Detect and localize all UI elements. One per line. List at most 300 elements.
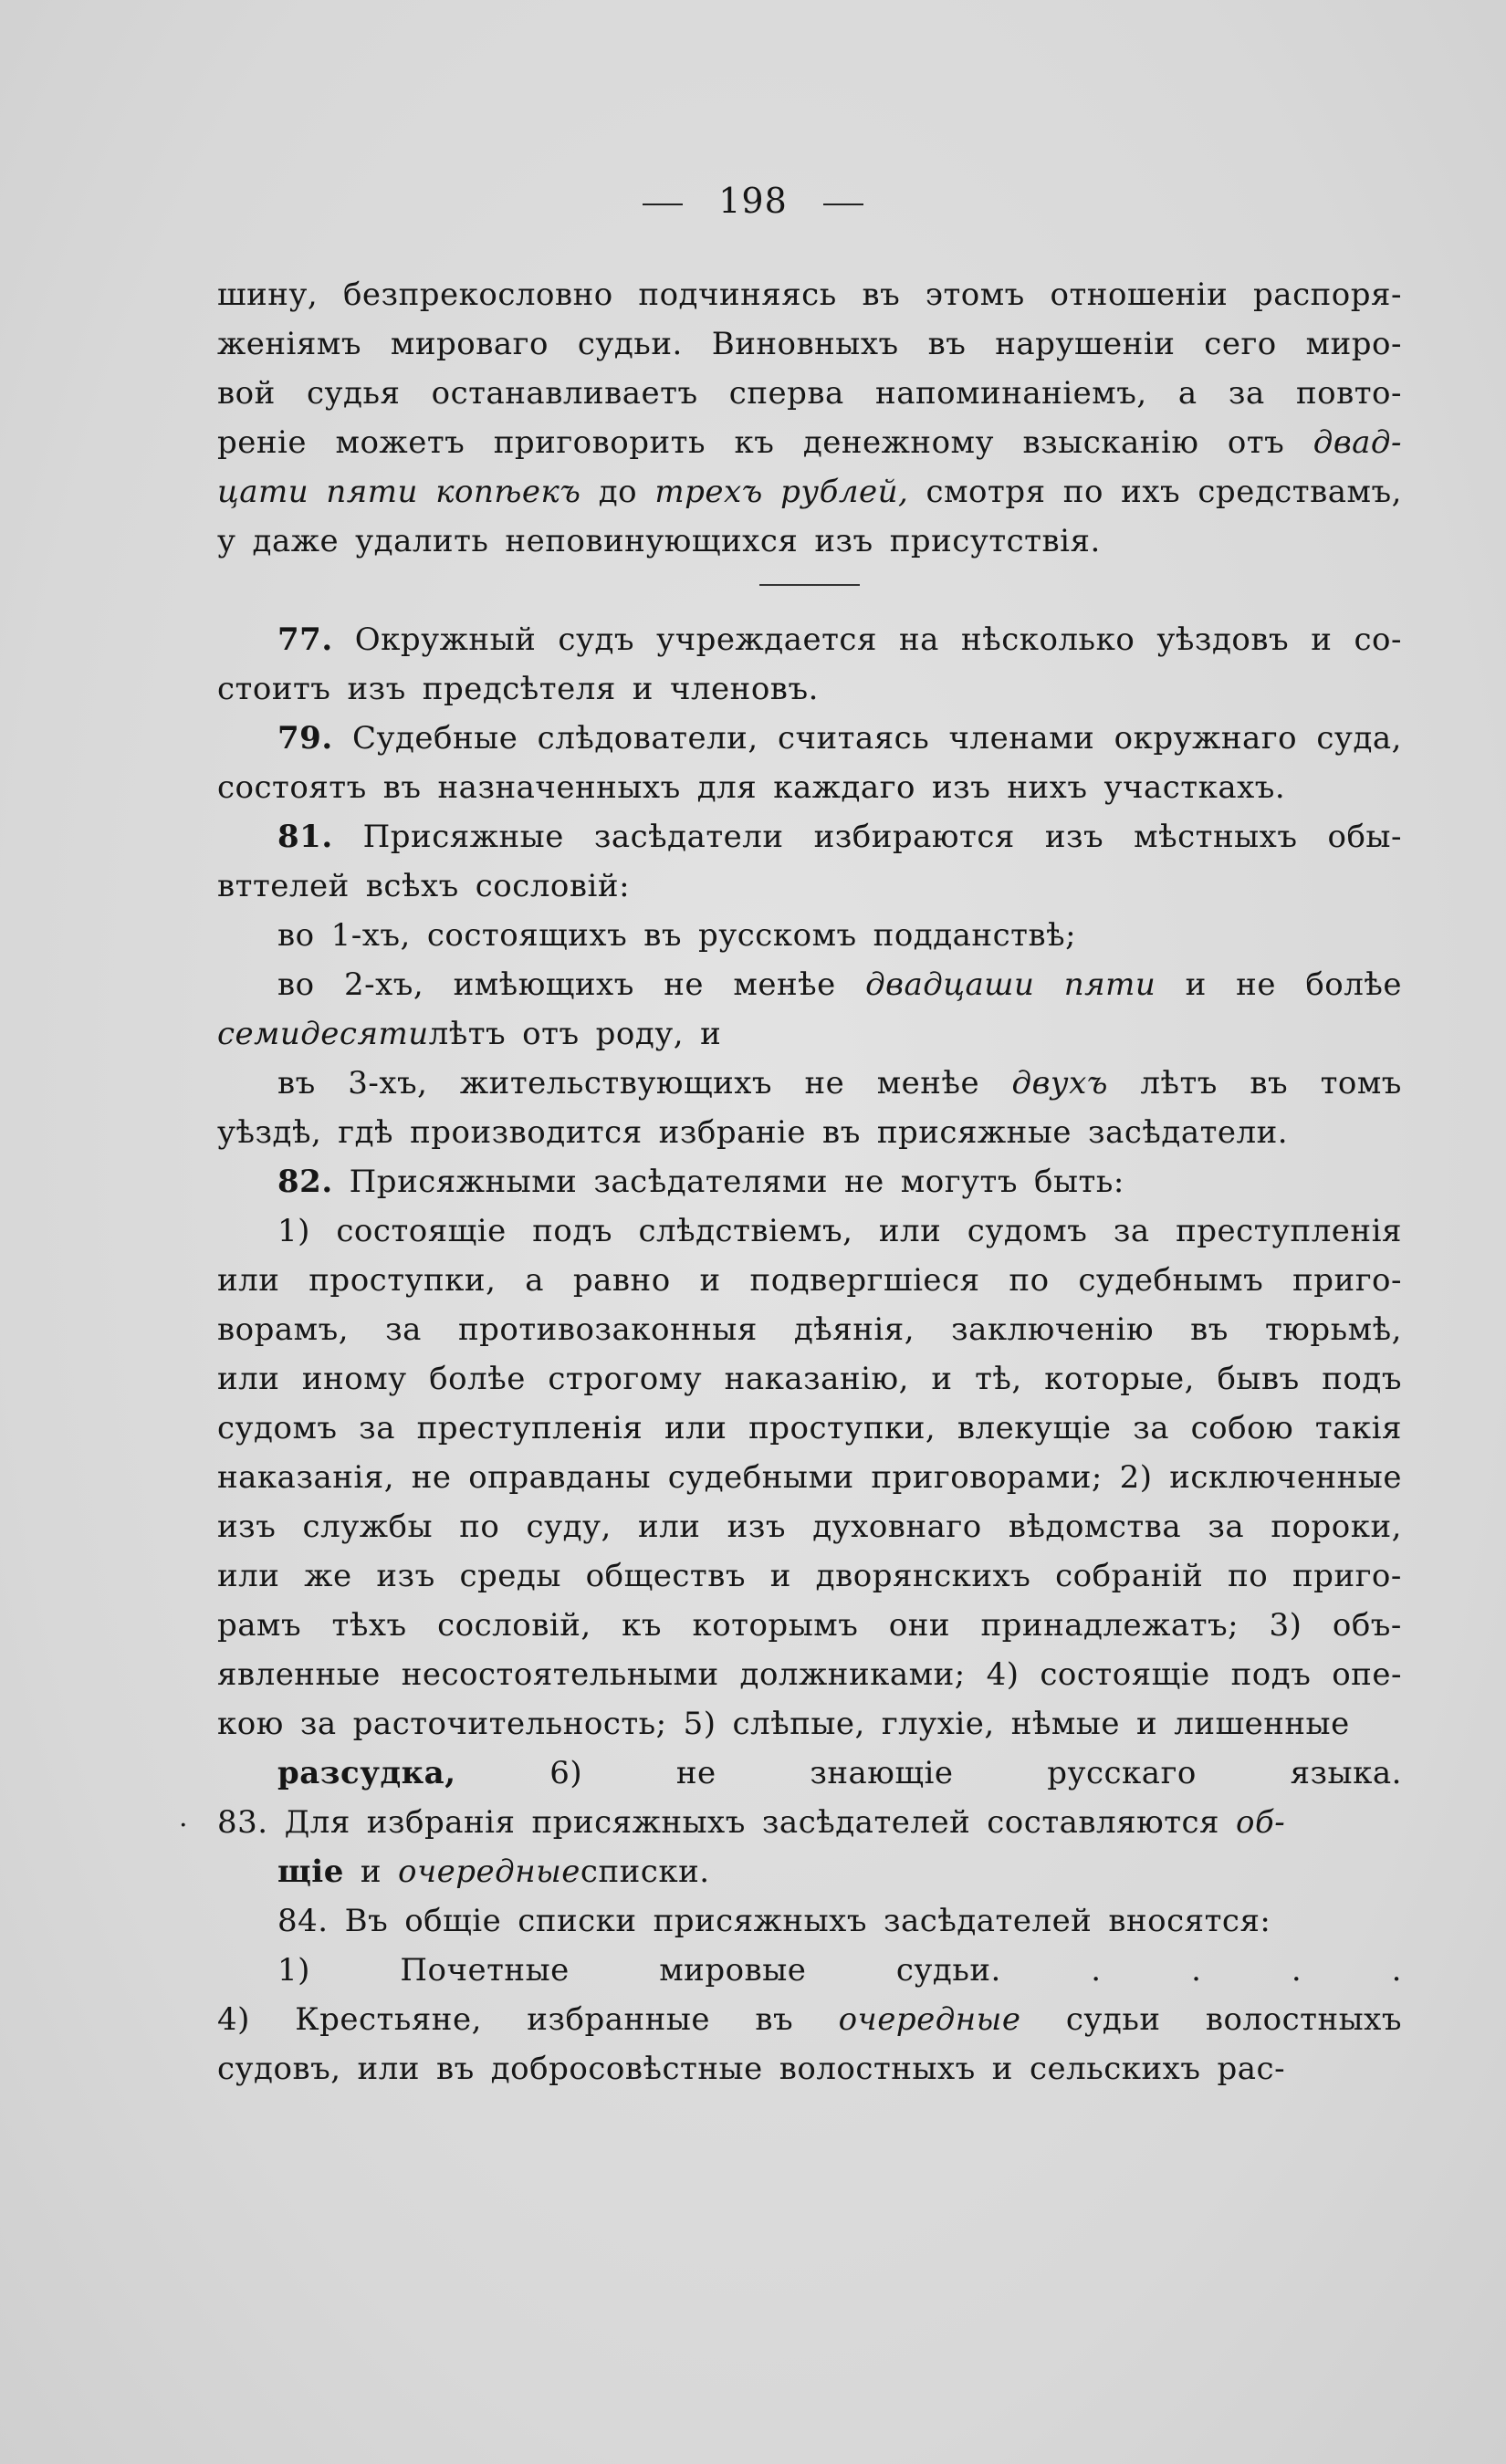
text-word: Крестьяне,: [295, 2001, 482, 2038]
text-word: слѣдствіемъ,: [638, 1213, 853, 1249]
text-line: [217, 1502, 1402, 1551]
text-word: лѣтъ: [428, 1016, 507, 1052]
text-word: изъ: [1044, 819, 1104, 855]
text-word: засѣдатели: [593, 819, 784, 855]
text-word: шину,: [217, 277, 319, 313]
text-word: приго-: [1292, 1262, 1402, 1299]
text-line: [217, 1404, 1402, 1453]
text-word: Присяжными: [349, 1164, 578, 1200]
text-word: останавливаетъ: [431, 375, 698, 412]
text-word: общіе: [404, 1903, 502, 1939]
text-word: пороки,: [1271, 1509, 1402, 1545]
text-line: [217, 861, 1402, 911]
body-text: [217, 270, 1402, 2093]
text-word: въ: [927, 326, 967, 362]
text-word: 4): [217, 2001, 250, 2038]
text-word: тюрьмѣ,: [1264, 1311, 1402, 1348]
text-line: [217, 812, 1402, 861]
text-line: [217, 2044, 1402, 2093]
text-line: [217, 1798, 1402, 1847]
text-word: нѣмые: [1010, 1706, 1121, 1742]
text-line: [217, 467, 1402, 517]
text-word: слѣпые,: [732, 1706, 865, 1742]
text-word: судомъ: [217, 1410, 338, 1446]
text-word: вѣдомства: [1008, 1509, 1182, 1545]
text-word: духовнаго: [812, 1509, 982, 1545]
text-word: сельскихъ: [1029, 2051, 1201, 2087]
text-word: же: [304, 1558, 352, 1594]
text-word: присяжныхъ: [653, 1903, 867, 1939]
text-word: по: [1062, 474, 1103, 510]
text-word: за: [1208, 1509, 1245, 1545]
text-word: приговорить: [493, 424, 706, 461]
text-word: въ: [435, 2051, 475, 2087]
text-word: назначенныхъ: [437, 769, 681, 806]
text-word: сословій:: [475, 868, 631, 904]
text-word: семидесяти: [217, 1016, 429, 1052]
text-word: состоящіе: [1040, 1656, 1210, 1693]
text-word: судьи.: [577, 326, 683, 362]
text-line: [217, 1256, 1402, 1305]
text-word: состоящихъ: [426, 917, 628, 954]
margin-mark: .: [179, 1801, 188, 1833]
text-word: 81.: [277, 819, 333, 855]
text-word: которымъ: [692, 1607, 859, 1644]
text-word: неповинующихся: [505, 523, 799, 559]
text-word: знающіе: [810, 1755, 954, 1791]
text-word: гдѣ: [338, 1114, 394, 1151]
text-word: приго-: [1292, 1558, 1402, 1594]
text-word: присутствія.: [889, 523, 1101, 559]
text-word: подъ: [1322, 1361, 1402, 1397]
text-word: за: [1133, 1410, 1170, 1446]
text-word: даже: [252, 523, 340, 559]
text-word: которые,: [1044, 1361, 1195, 1397]
text-word: суду,: [526, 1509, 612, 1545]
text-word: явленные: [217, 1656, 381, 1693]
text-word: быть:: [1033, 1164, 1124, 1200]
text-word: мѣстныхъ: [1134, 819, 1298, 855]
text-word: уѣздѣ,: [217, 1114, 322, 1151]
text-word: болѣе: [1305, 966, 1402, 1003]
text-word: сословій,: [437, 1607, 591, 1644]
text-word: производится: [410, 1114, 643, 1151]
text-word: лишенные: [1174, 1706, 1350, 1742]
text-word: Въ: [344, 1903, 389, 1939]
text-word: распоря-: [1253, 277, 1402, 313]
text-word: миро-: [1305, 326, 1402, 362]
text-word: мироваго: [390, 326, 549, 362]
text-word: тѣ,: [975, 1361, 1022, 1397]
text-word: слѣдователи,: [537, 720, 758, 757]
text-word: глухіе,: [881, 1706, 995, 1742]
text-word: 77.: [277, 621, 333, 658]
text-word: .: [1291, 1952, 1302, 1989]
text-word: Виновныхъ: [711, 326, 899, 362]
text-word: и: [1185, 966, 1207, 1003]
text-word: присяжныхъ: [531, 1804, 746, 1841]
text-word: состоящіе: [336, 1213, 507, 1249]
text-word: менѣе: [876, 1065, 980, 1101]
text-word: собраній: [1055, 1558, 1204, 1594]
text-word: и: [700, 1016, 722, 1052]
text-word: волостныхъ: [779, 2051, 976, 2087]
text-word: для: [696, 769, 758, 806]
text-word: могутъ: [900, 1164, 1018, 1200]
text-word: засѣдателей: [761, 1804, 971, 1841]
header-dash-left: [643, 204, 683, 205]
text-word: средствамъ,: [1197, 474, 1402, 510]
text-word: собою: [1190, 1410, 1294, 1446]
text-word: .: [1091, 1952, 1102, 1989]
text-word: рамъ: [217, 1607, 302, 1644]
text-word: по: [459, 1509, 500, 1545]
text-word: въ: [1190, 1311, 1229, 1348]
text-word: подданствѣ;: [873, 917, 1077, 954]
text-word: избраніе: [658, 1114, 807, 1151]
text-word: русскомъ: [698, 917, 857, 954]
text-word: въ: [277, 1065, 316, 1101]
text-word: объ-: [1332, 1607, 1402, 1644]
text-word: засѣдателями: [593, 1164, 828, 1200]
text-word: Присяжные: [362, 819, 564, 855]
text-word: пяти: [1063, 966, 1156, 1003]
text-word: обществъ: [585, 1558, 746, 1594]
text-word: или: [217, 1361, 280, 1397]
text-word: дѣянія,: [793, 1311, 915, 1348]
section-divider: [217, 566, 1402, 615]
header-dash-right: [823, 204, 863, 205]
text-word: нарушеніи: [995, 326, 1176, 362]
text-word: принадлежатъ;: [980, 1607, 1239, 1644]
text-word: состоятъ: [217, 769, 367, 806]
text-word: языка.: [1290, 1755, 1402, 1791]
text-word: въ: [862, 277, 901, 313]
text-word: кою: [217, 1706, 284, 1742]
text-word: .: [1191, 1952, 1202, 1989]
text-word: болѣе: [429, 1361, 526, 1397]
text-line: [217, 1009, 1402, 1059]
text-word: и: [1136, 1706, 1158, 1742]
page-number: 198: [718, 181, 788, 221]
text-line: [217, 714, 1402, 763]
text-word: судьи.: [895, 1952, 1001, 1989]
text-word: избранные: [527, 2001, 711, 2038]
text-word: наказанія,: [217, 1459, 395, 1496]
text-word: иному: [301, 1361, 407, 1397]
text-word: судомъ: [967, 1213, 1088, 1249]
text-word: въ: [382, 769, 422, 806]
page-header: [0, 181, 1506, 221]
text-word: строгому: [548, 1361, 703, 1397]
text-word: равно: [572, 1262, 671, 1299]
text-word: копѣекъ: [435, 474, 581, 510]
text-word: подъ: [532, 1213, 612, 1249]
text-word: проступки,: [309, 1262, 497, 1299]
text-word: рас-: [1217, 2051, 1286, 2087]
text-word: и: [360, 1853, 382, 1890]
text-word: отношеніи: [1050, 277, 1229, 313]
text-word: во: [277, 917, 315, 954]
text-word: щіе: [277, 1853, 344, 1890]
text-word: въ: [643, 917, 682, 954]
text-line: [217, 1995, 1402, 2044]
text-word: къ: [734, 424, 775, 461]
text-word: и: [769, 1558, 791, 1594]
text-line: [217, 615, 1402, 664]
text-word: вой: [217, 375, 276, 412]
text-word: судебнымъ: [1078, 1262, 1264, 1299]
text-word: они: [888, 1607, 951, 1644]
text-word: за: [1228, 375, 1265, 412]
text-word: изъ: [376, 1558, 435, 1594]
text-word: за: [299, 1706, 337, 1742]
text-word: расточительность;: [352, 1706, 667, 1742]
text-word: лѣтъ: [1140, 1065, 1218, 1101]
text-word: рублей,: [780, 474, 909, 510]
text-word: Для: [284, 1804, 350, 1841]
text-word: вносятся:: [1108, 1903, 1271, 1939]
text-word: отъ: [1227, 424, 1285, 461]
text-word: составляются: [987, 1804, 1219, 1841]
text-word: тѣхъ: [331, 1607, 407, 1644]
text-word: двадцаши: [865, 966, 1035, 1003]
text-word: подчиняясь: [638, 277, 837, 313]
text-word: 84.: [277, 1903, 329, 1939]
text-word: 4): [986, 1656, 1020, 1693]
text-word: судовъ,: [217, 2051, 341, 2087]
text-word: и: [632, 671, 654, 707]
text-word: во: [277, 966, 315, 1003]
text-word: денежному: [802, 424, 995, 461]
text-line: [217, 1453, 1402, 1502]
text-word: двад-: [1313, 424, 1402, 461]
text-word: судьи: [1065, 2001, 1161, 2038]
text-word: Окружный: [354, 621, 537, 658]
text-word: у: [217, 523, 236, 559]
text-word: со-: [1354, 621, 1402, 658]
text-word: .: [1391, 1952, 1402, 1989]
text-word: влекущіе: [957, 1410, 1112, 1446]
text-word: за: [1113, 1213, 1150, 1249]
text-word: мировые: [659, 1952, 807, 1989]
text-word: окружнаго: [1114, 720, 1298, 757]
text-lines: [217, 270, 1402, 2093]
text-word: на: [899, 621, 939, 658]
text-word: стоитъ: [217, 671, 331, 707]
text-line: [217, 319, 1402, 369]
text-line: [217, 664, 1402, 714]
text-line: [217, 763, 1402, 812]
text-word: не: [411, 1459, 452, 1496]
text-word: добросовѣстные: [490, 2051, 763, 2087]
text-word: женіямъ: [217, 326, 361, 362]
text-word: предсѣтеля: [422, 671, 616, 707]
text-word: не: [1236, 966, 1276, 1003]
text-word: подъ: [1230, 1656, 1312, 1693]
text-line: [217, 270, 1402, 319]
text-word: проступки,: [748, 1410, 936, 1446]
text-word: до: [598, 474, 638, 510]
text-word: исключенные: [1169, 1459, 1402, 1496]
text-word: а: [1177, 375, 1197, 412]
text-line: [217, 1206, 1402, 1256]
text-word: обы-: [1327, 819, 1402, 855]
text-word: повто-: [1295, 375, 1402, 412]
text-line: [217, 1749, 1402, 1798]
text-word: членовъ.: [669, 671, 819, 707]
text-word: списки: [518, 1903, 637, 1939]
text-word: не: [804, 1065, 845, 1101]
text-word: 1-хъ,: [330, 917, 411, 954]
text-word: 79.: [277, 720, 333, 757]
text-word: пяти: [326, 474, 418, 510]
text-word: за: [359, 1410, 395, 1446]
text-word: по: [1228, 1558, 1269, 1594]
text-word: уѣздовъ: [1156, 621, 1290, 658]
text-word: изъ: [217, 1509, 277, 1545]
text-word: наказанію,: [724, 1361, 909, 1397]
text-word: не: [675, 1755, 716, 1791]
text-word: этомъ: [925, 277, 1025, 313]
text-word: изъ: [727, 1509, 787, 1545]
text-word: ворамъ,: [217, 1311, 350, 1348]
text-word: избираются: [813, 819, 1015, 855]
text-word: избранія: [366, 1804, 516, 1841]
text-word: и: [1311, 621, 1333, 658]
text-word: считаясь: [777, 720, 930, 757]
text-word: или: [664, 1410, 727, 1446]
text-word: каждаго: [773, 769, 915, 806]
text-word: 83.: [217, 1804, 268, 1841]
text-word: не: [664, 966, 705, 1003]
text-word: менѣе: [733, 966, 836, 1003]
text-word: Почетные: [400, 1952, 570, 1989]
text-word: въ: [822, 1114, 861, 1151]
text-word: роду,: [595, 1016, 685, 1052]
text-word: сперва: [728, 375, 844, 412]
text-word: 6): [549, 1755, 583, 1791]
text-word: списки.: [580, 1853, 710, 1890]
text-word: взысканію: [1022, 424, 1199, 461]
text-word: заключенію: [951, 1311, 1155, 1348]
text-word: должниками;: [739, 1656, 966, 1693]
text-word: очередные: [838, 2001, 1021, 2038]
text-word: 3): [1269, 1607, 1302, 1644]
text-word: ихъ: [1121, 474, 1181, 510]
text-word: 3-хъ,: [348, 1065, 428, 1101]
text-word: безпрекословно: [342, 277, 613, 313]
text-line: [217, 911, 1402, 960]
text-word: 1): [277, 1213, 310, 1249]
text-word: преступленія: [416, 1410, 643, 1446]
text-word: отъ: [522, 1016, 580, 1052]
text-line: [217, 1551, 1402, 1601]
text-line: [217, 1059, 1402, 1108]
text-word: очередные: [398, 1853, 580, 1890]
text-word: и: [699, 1262, 721, 1299]
text-word: нихъ: [1007, 769, 1088, 806]
text-line: [217, 1699, 1402, 1749]
text-word: подвергшіеся: [749, 1262, 980, 1299]
text-word: опе-: [1332, 1656, 1402, 1693]
text-word: не: [844, 1164, 884, 1200]
text-line: [217, 1305, 1402, 1354]
text-word: цати: [217, 474, 309, 510]
text-word: судья: [307, 375, 401, 412]
text-word: засѣдателей: [883, 1903, 1093, 1939]
text-word: смотря: [926, 474, 1046, 510]
text-line: [217, 418, 1402, 467]
text-word: Судебные: [351, 720, 518, 757]
text-line: [217, 1946, 1402, 1995]
text-line: [217, 960, 1402, 1009]
text-word: противозаконныя: [457, 1311, 758, 1348]
text-line: [217, 517, 1402, 566]
text-line: [217, 1847, 1402, 1896]
text-word: разсудка,: [277, 1755, 456, 1791]
text-word: и: [991, 2051, 1013, 2087]
text-word: оправданы: [468, 1459, 651, 1496]
text-word: приговорами;: [871, 1459, 1103, 1496]
text-word: можетъ: [335, 424, 465, 461]
text-word: среды: [459, 1558, 561, 1594]
text-line: [217, 1601, 1402, 1650]
text-word: всѣхъ: [365, 868, 459, 904]
text-line: [217, 1108, 1402, 1157]
text-word: томъ: [1320, 1065, 1402, 1101]
text-word: въ: [1250, 1065, 1289, 1101]
text-word: напоминаніемъ,: [875, 375, 1147, 412]
text-word: изъ: [347, 671, 406, 707]
text-word: а: [525, 1262, 545, 1299]
text-word: или: [357, 2051, 420, 2087]
text-word: засѣдатели.: [1088, 1114, 1289, 1151]
text-word: сего: [1204, 326, 1277, 362]
text-word: трехъ: [654, 474, 763, 510]
text-line: [217, 1157, 1402, 1206]
text-word: или: [878, 1213, 942, 1249]
text-word: членами: [948, 720, 1095, 757]
text-word: удалить: [355, 523, 489, 559]
text-word: 2): [1119, 1459, 1153, 1496]
text-word: русскаго: [1047, 1755, 1197, 1791]
text-word: въ: [755, 2001, 794, 2038]
text-word: такія: [1314, 1410, 1402, 1446]
text-word: судъ: [558, 621, 635, 658]
text-word: учреждается: [656, 621, 877, 658]
text-word: за: [385, 1311, 422, 1348]
text-word: волостныхъ: [1205, 2001, 1402, 2038]
text-word: и: [931, 1361, 953, 1397]
text-word: участкахъ.: [1103, 769, 1286, 806]
text-word: жительствующихъ: [459, 1065, 773, 1101]
text-word: службы: [302, 1509, 433, 1545]
text-line: [217, 1896, 1402, 1946]
text-word: реніе: [217, 424, 308, 461]
text-line: [217, 369, 1402, 418]
text-word: об-: [1236, 1804, 1286, 1841]
text-word: суда,: [1316, 720, 1402, 757]
text-word: имѣющихъ: [453, 966, 634, 1003]
text-word: изъ: [932, 769, 991, 806]
text-word: преступленія: [1176, 1213, 1402, 1249]
text-word: дворянскихъ: [815, 1558, 1031, 1594]
text-word: по: [1009, 1262, 1050, 1299]
text-line: [217, 1354, 1402, 1404]
text-word: нѣсколько: [961, 621, 1135, 658]
text-word: къ: [622, 1607, 663, 1644]
